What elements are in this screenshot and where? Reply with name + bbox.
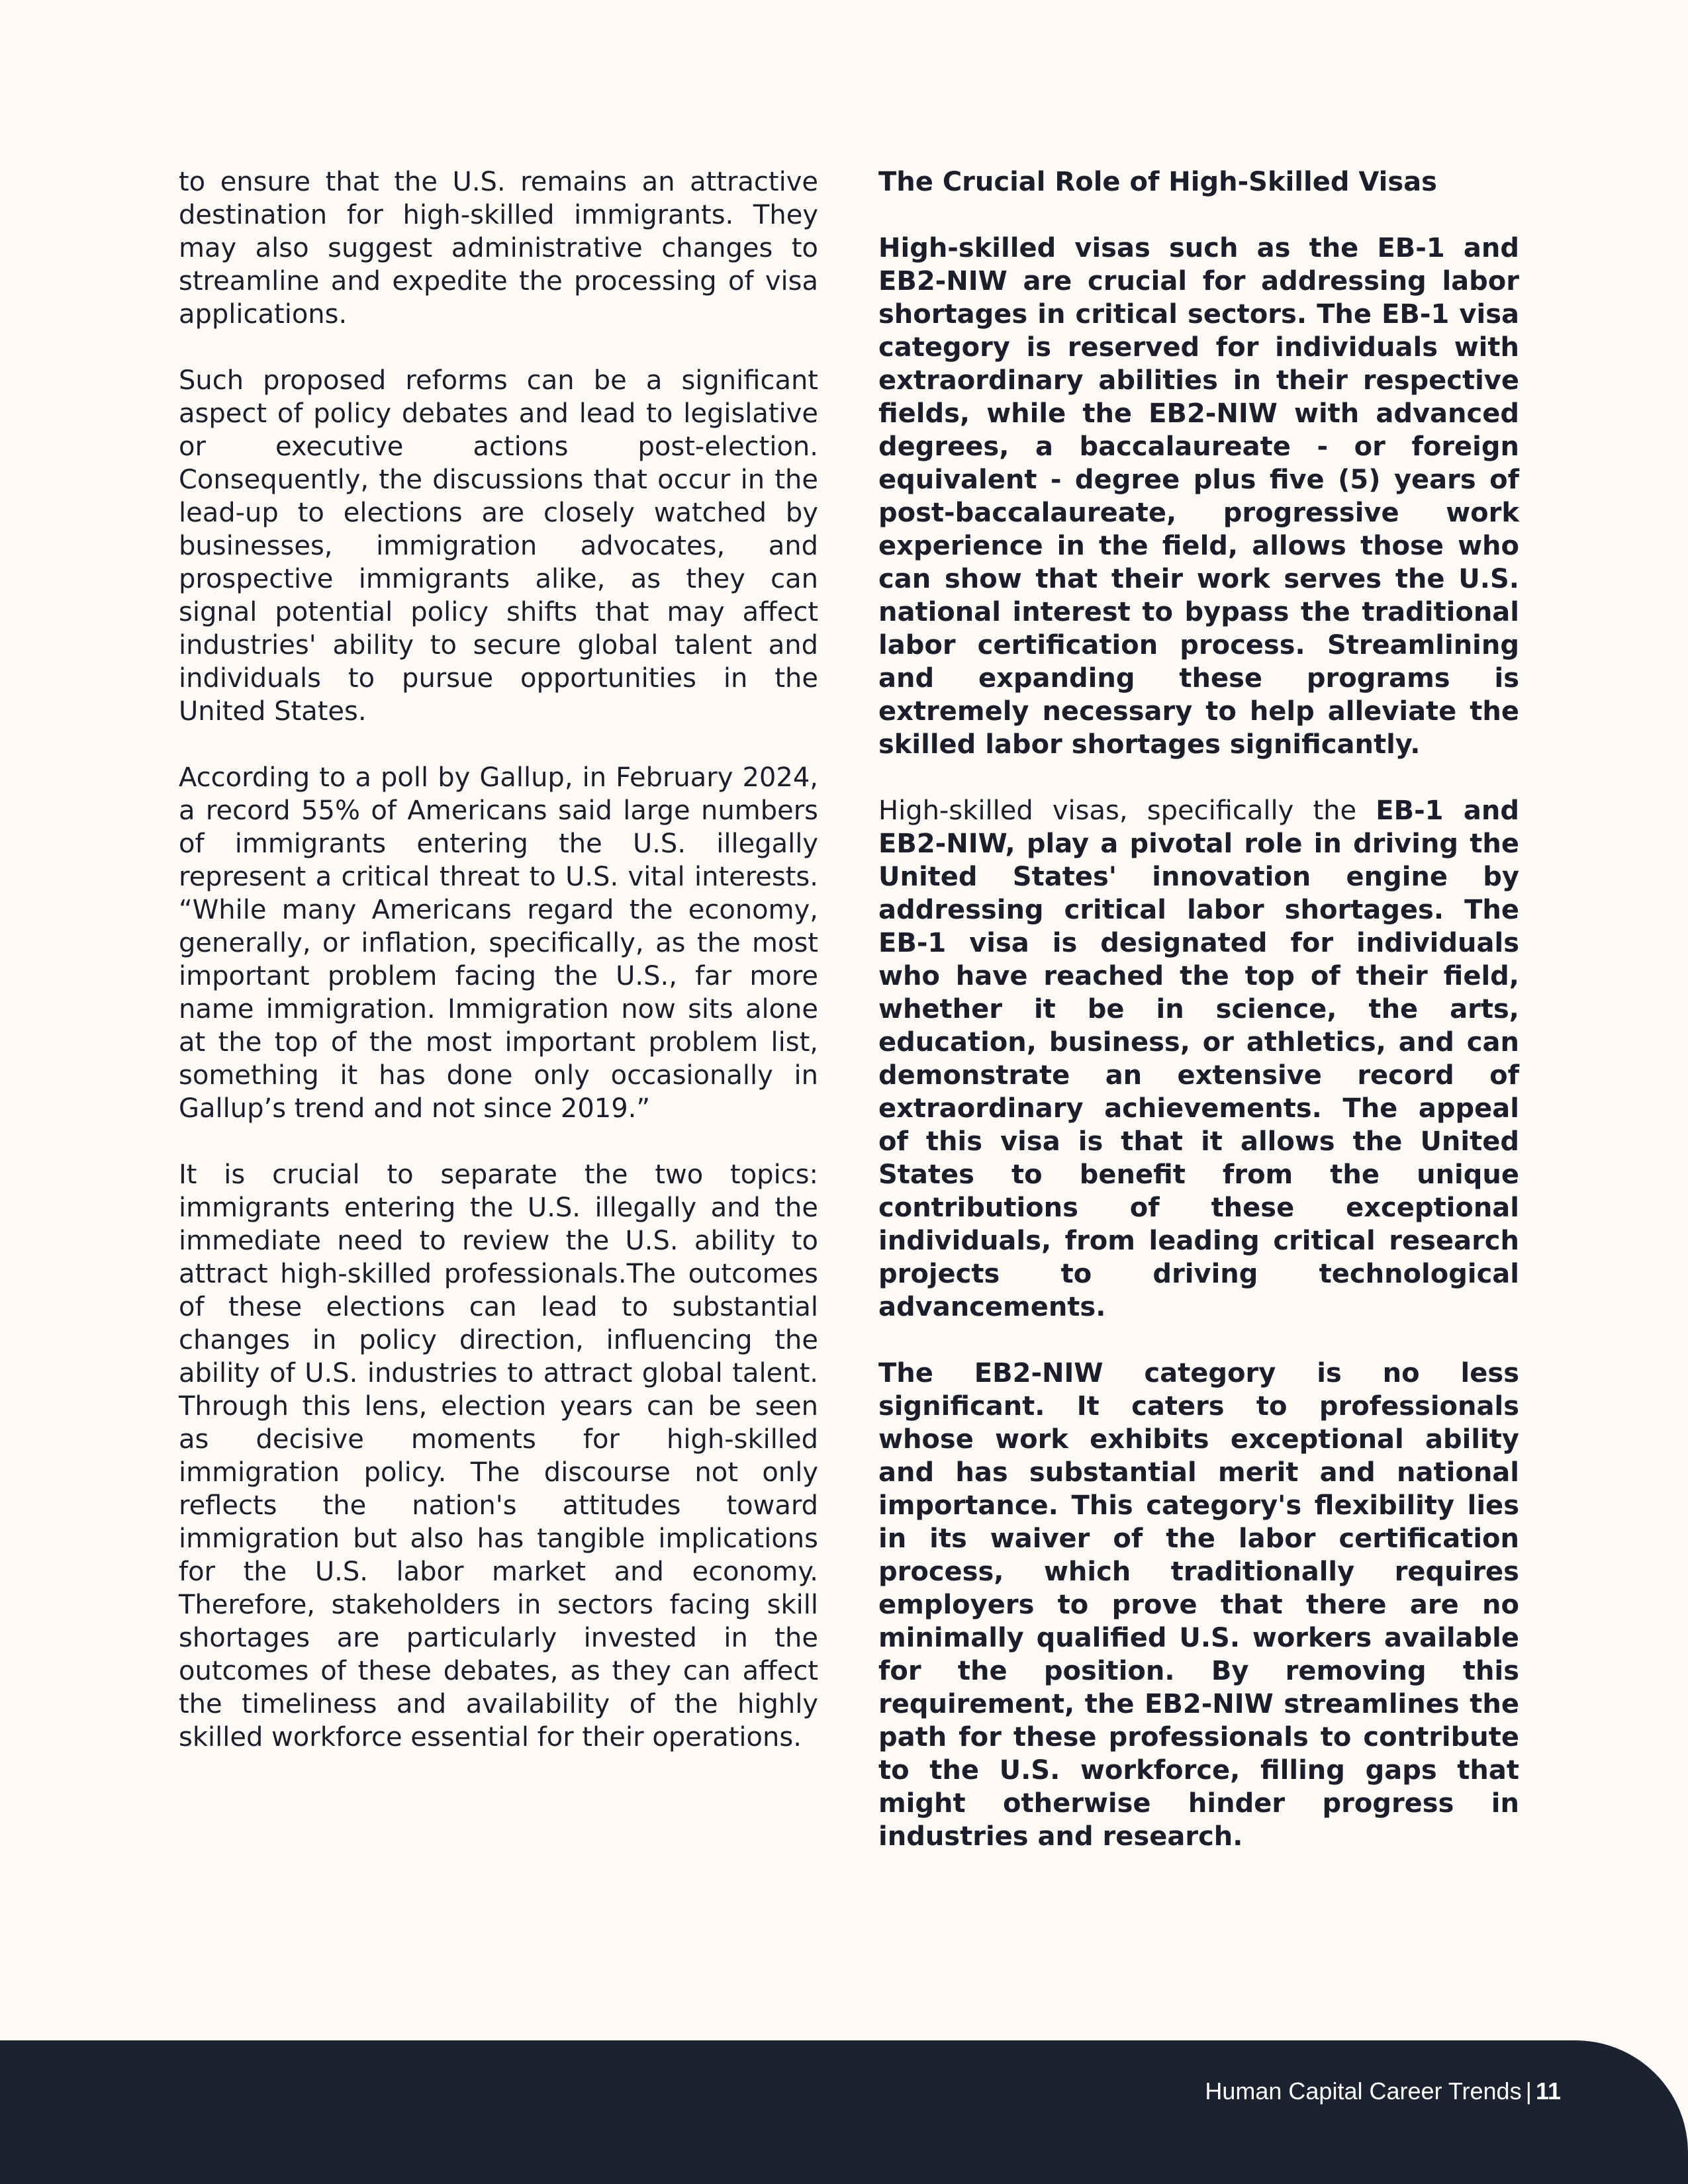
body-paragraph: The EB2-NIW category is no less significant. It caters to professionals whose work exhibits exceptional ability and has substantial merit and national importance. This category's flexibility lies in its waiver of the labor certification process, which traditionally requires employers to prove that there are no minimally qualified U.S. workers available for the position. By removing this requirement, the EB2-NIW streamlines the path for these professionals to contribute to the U.S. workforce, filling gaps that might otherwise hinder progress in industries and research.	[878, 1358, 1519, 1852]
page-footer	[0, 2040, 1688, 2184]
right-column	[878, 165, 1519, 1886]
publication-title: Human Capital Career Trends	[1205, 2077, 1522, 2105]
section-heading: The Crucial Role of High-Skilled Visas	[878, 167, 1437, 197]
body-paragraph: According to a poll by Gallup, in February 2024, a record 55% of Americans said large numbers of immigrants entering the U.S. illegally represent a critical threat to U.S. vital interests. “While many Americans regard the economy, generally, or inflation, specifically, as the most important problem facing the U.S., far more name immigration. Immigration now sits alone at the top of the most important problem list, something it has done only occasionally in Gallup’s trend and not since 2019.”	[179, 762, 818, 1124]
page-number: 11	[1535, 2077, 1561, 2105]
footer-label	[1205, 2077, 1561, 2106]
body-paragraph: It is crucial to separate the two topics: immigrants entering the U.S. illegally and the immediate need to review the U.S. ability to attract high-skilled professionals.The outcomes of these elections can lead to substantial changes in policy direction, influencing the ability of U.S. industries to attract global talent. Through this lens, election years can be seen as decisive moments for high-skilled immigration policy. The discourse not only reflects the nation's attitudes toward immigration but also has tangible implications for the U.S. labor market and economy. Therefore, stakeholders in sectors facing skill shortages are particularly invested in the outcomes of these debates, as they can affect the timeliness and availability of the highly skilled workforce essential for their operations.	[179, 1160, 818, 1752]
footer-separator: |	[1525, 2077, 1532, 2105]
paragraph-bold-text: EB-1 and EB2-NIW, play a pivotal role in driving the United States' innovation engine by addressing critical labor shortages. The EB-1 visa is designated for individuals who have reached the top of their field, whether it be in science, the arts, education, business, or athletics, and can demonstrate an extensive record of extraordinary achievements. The appeal of this visa is that it allows the United States to benefit from the unique contributions of these exceptional individuals, from leading critical research projects to driving technological advancements.	[878, 796, 1519, 1322]
left-column	[179, 165, 818, 1787]
body-paragraph: Such proposed reforms can be a significant aspect of policy debates and lead to legislative or executive actions post-election. Consequently, the discussions that occur in the lead-up to elections are closely watched by businesses, immigration advocates, and prospective immigrants alike, as they can signal potential policy shifts that may affect industries' ability to secure global talent and individuals to pursue opportunities in the United States.	[179, 365, 818, 727]
paragraph-lead-text: High-skilled visas, specifically the	[878, 796, 1376, 826]
body-paragraph: High-skilled visas such as the EB-1 and EB2-NIW are crucial for addressing labor shortages in critical sectors. The EB-1 visa category is reserved for individuals with extraordinary abilities in their respective fields, while the EB2-NIW with advanced degrees, a baccalaureate - or foreign equivalent - degree plus five (5) years of post-baccalaureate, progressive work experience in the field, allows those who can show that their work serves the U.S. national interest to bypass the traditional labor certification process. Streamlining and expanding these programs is extremely necessary to help alleviate the skilled labor shortages significantly.	[878, 233, 1519, 760]
body-paragraph: to ensure that the U.S. remains an attractive destination for high-skilled immigrants. They may also suggest administrative changes to streamline and expedite the processing of visa applications.	[179, 167, 818, 330]
body-paragraph	[878, 794, 1519, 1324]
